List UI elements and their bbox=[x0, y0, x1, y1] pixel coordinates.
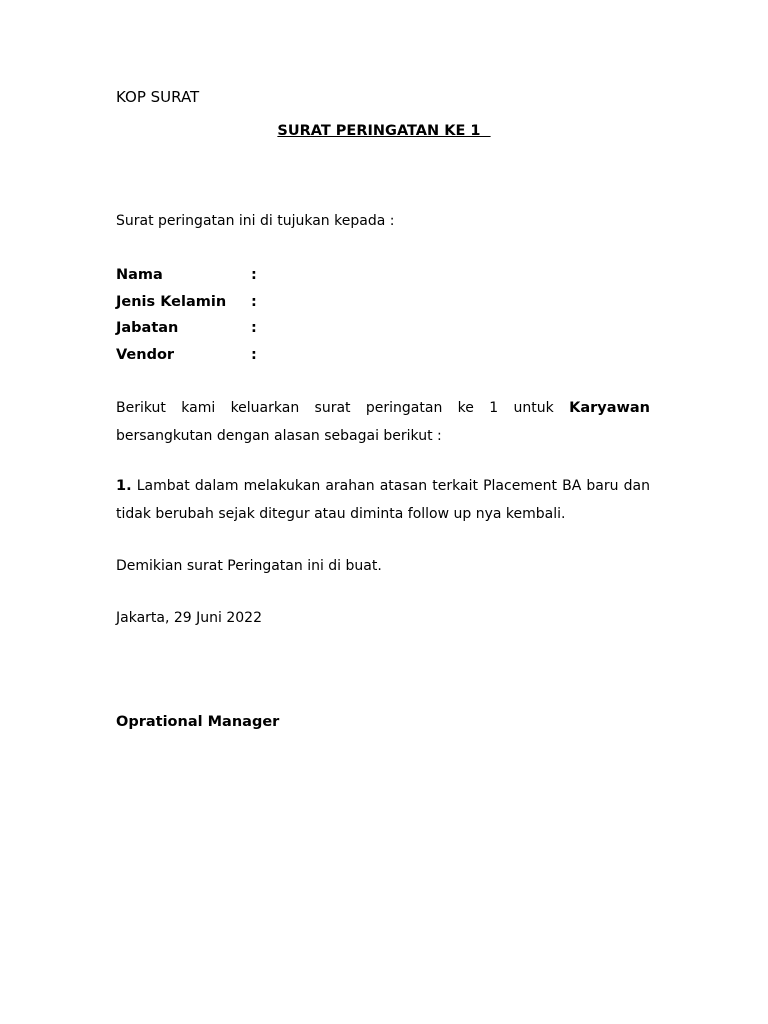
field-row-position bbox=[116, 318, 261, 345]
field-colon: : bbox=[251, 293, 257, 310]
place-date: Jakarta, 29 Juni 2022 bbox=[116, 610, 262, 626]
field-label-position: Jabatan bbox=[116, 320, 179, 336]
recipient-fields bbox=[116, 265, 261, 371]
field-row-name bbox=[116, 265, 261, 292]
warning-reason bbox=[116, 472, 650, 528]
intro-text: Surat peringatan ini di tujukan kepada : bbox=[116, 213, 395, 229]
letter-title-text: SURAT PERINGATAN KE 1 bbox=[277, 123, 491, 139]
statement-text-before: Berikut kami keluarkan surat peringatan ke 1 untuk bbox=[116, 400, 570, 416]
field-colon: : bbox=[251, 320, 257, 336]
field-row-vendor bbox=[116, 345, 261, 372]
statement-bold-word: Karyawan bbox=[569, 400, 650, 416]
field-label-vendor: Vendor bbox=[116, 346, 175, 363]
field-label-name: Nama bbox=[116, 267, 163, 283]
reason-text: Lambat dalam melakukan arahan atasan terkait Placement BA baru dan tidak berubah sejak ditegur atau diminta follow up nya kembali. bbox=[116, 478, 650, 522]
field-row-gender bbox=[116, 292, 261, 319]
reason-number: 1. bbox=[116, 478, 132, 494]
letterhead-placeholder: KOP SURAT bbox=[116, 88, 200, 106]
field-colon: : bbox=[251, 346, 257, 363]
warning-statement bbox=[116, 394, 650, 450]
signer-title: Oprational Manager bbox=[116, 714, 280, 730]
closing-text: Demikian surat Peringatan ini di buat. bbox=[116, 558, 382, 574]
letter-title bbox=[0, 123, 768, 139]
statement-text-after: bersangkutan dengan alasan sebagai berikut : bbox=[116, 428, 442, 444]
field-label-gender: Jenis Kelamin bbox=[116, 293, 227, 310]
field-colon: : bbox=[251, 267, 257, 283]
